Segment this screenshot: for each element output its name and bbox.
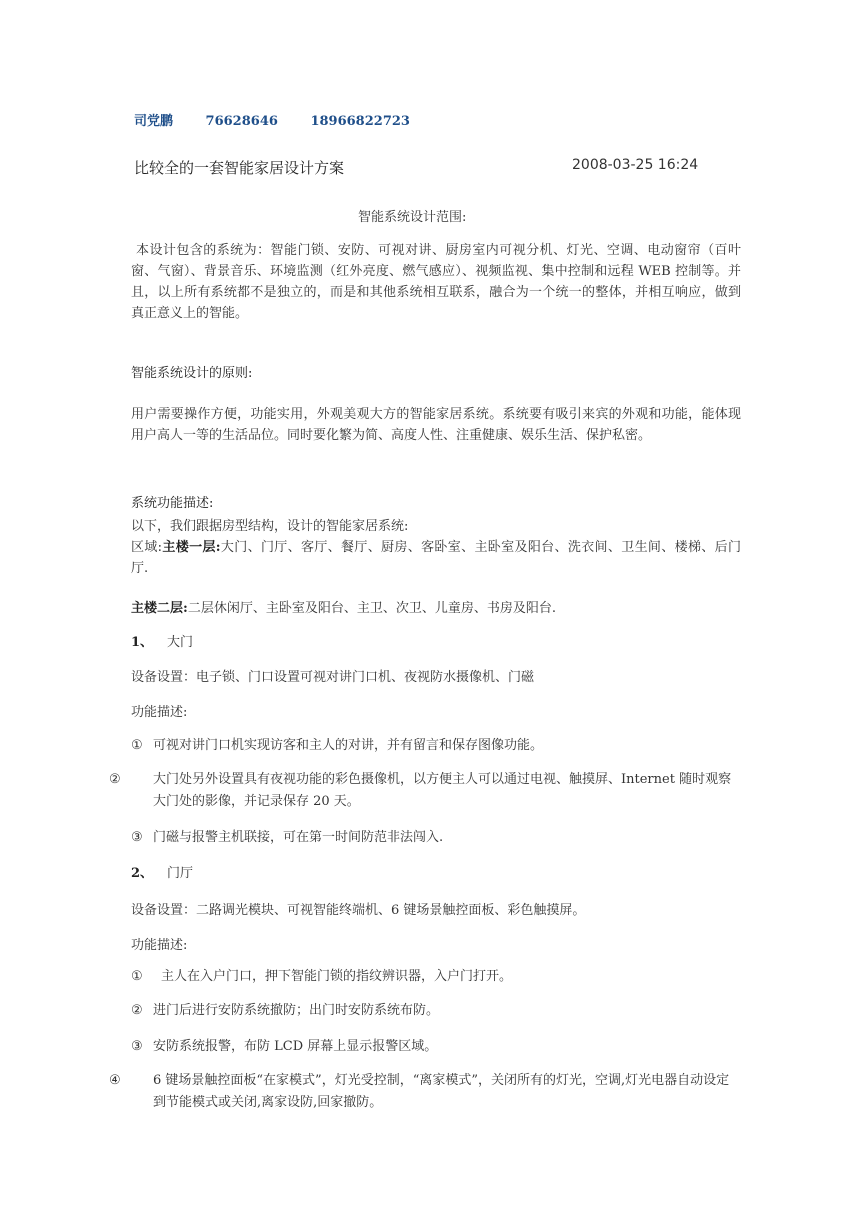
section-1-number: 1、 bbox=[131, 635, 154, 650]
item-mark: ① bbox=[131, 969, 143, 984]
section-1-item-1 bbox=[131, 735, 741, 757]
item-mark: ④ bbox=[109, 1073, 121, 1088]
function-intro: 以下，我们跟据房型结构，设计的智能家居系统: bbox=[131, 519, 409, 534]
section-1-heading bbox=[131, 631, 193, 650]
section-2-device: 设备设置：二路调光模块、可视智能终端机、6 键场景触控面板、彩色触摸屏。 bbox=[131, 903, 586, 918]
section-2-name: 门厅 bbox=[167, 866, 194, 881]
floor2-text: 二层休闲厅、主卧室及阳台、主卫、次卫、儿童房、书房及阳台. bbox=[187, 601, 556, 616]
page-title: 比较全的一套智能家居设计方案 bbox=[134, 159, 345, 177]
item-mark: ② bbox=[109, 772, 121, 787]
section-subtitle: 智能系统设计范围: bbox=[358, 210, 467, 225]
contact-qq: 76628646 bbox=[205, 114, 278, 129]
principle-heading: 智能系统设计的原则: bbox=[131, 366, 253, 381]
section-2-item-4 bbox=[109, 1070, 741, 1114]
section-2-number: 2、 bbox=[131, 866, 154, 881]
principle-paragraph: 用户需要操作方便，功能实用，外观美观大方的智能家居系统。系统要有吸引来宾的外观和功能，能体现用户高人一等的生活品位。同时要化繁为简、高度人性、注重健康、娱乐生活、保护私密。 bbox=[131, 407, 741, 443]
section-1-item-2 bbox=[109, 769, 741, 813]
section-2-heading bbox=[131, 862, 193, 881]
section-2-item-3 bbox=[131, 1036, 741, 1058]
section-1-name: 大门 bbox=[167, 635, 194, 650]
item-mark: ③ bbox=[131, 1039, 143, 1054]
item-text: 主人在入户门口，押下智能门锁的指纹辨识器，入户门打开。 bbox=[161, 969, 513, 984]
floor1-label: 主楼一层: bbox=[162, 540, 221, 555]
floor1-paragraph bbox=[131, 537, 741, 579]
section-2-func-label: 功能描述: bbox=[131, 938, 188, 953]
section-2-item-2 bbox=[131, 1000, 741, 1022]
floor1-text: 大门、门厅、客厅、餐厅、厨房、客卧室、主卧室及阳台、洗衣间、卫生间、楼梯、后门厅. bbox=[131, 540, 741, 576]
scope-paragraph: 本设计包含的系统为：智能门锁、安防、可视对讲、厨房室内可视分机、灯光、空调、电动窗帘（百叶窗、气窗）、背景音乐、环境监测（红外亮度、燃气感应）、视频监视、集中控制和远程 WEB 控制等。并且，以上所有系统都不是独立的，而是和其他系统相互联系，融合为一个统一的整体，并相互响应，做到真正意义上的智能。 bbox=[131, 243, 741, 321]
contact-phone: 18966822723 bbox=[310, 114, 410, 129]
contact-name: 司党鹏 bbox=[134, 114, 174, 129]
post-datetime: 2008-03-25 16:24 bbox=[572, 157, 699, 173]
item-mark: ② bbox=[131, 1003, 143, 1018]
item-text: 安防系统报警，布防 LCD 屏幕上显示报警区域。 bbox=[153, 1039, 438, 1054]
floor2-label: 主楼二层: bbox=[131, 601, 188, 616]
item-text: 6 键场景触控面板“在家模式”，灯光受控制，“离家模式”，关闭所有的灯光，空调,灯光电器自动设定到节能模式或关闭,离家设防,回家撤防。 bbox=[153, 1073, 730, 1110]
item-mark: ① bbox=[131, 738, 143, 753]
function-heading: 系统功能描述: bbox=[131, 496, 214, 511]
section-1-func-label: 功能描述: bbox=[131, 705, 188, 720]
area-label: 区域: bbox=[131, 540, 163, 555]
section-2-item-1 bbox=[131, 966, 741, 988]
item-text: 大门处另外设置具有夜视功能的彩色摄像机，以方便主人可以通过电视、触摸屏、Internet 随时观察大门处的影像，并记录保存 20 天。 bbox=[153, 772, 732, 809]
contact-line bbox=[134, 110, 438, 129]
section-1-item-3 bbox=[131, 827, 741, 849]
item-text: 可视对讲门口机实现访客和主人的对讲，并有留言和保存图像功能。 bbox=[153, 738, 544, 753]
item-mark: ③ bbox=[131, 830, 143, 845]
item-text: 进门后进行安防系统撤防；出门时安防系统布防。 bbox=[153, 1003, 440, 1018]
floor2-line bbox=[131, 597, 556, 616]
item-text: 门磁与报警主机联接，可在第一时间防范非法闯入. bbox=[153, 830, 444, 845]
section-1-device: 设备设置：电子锁、门口设置可视对讲门口机、夜视防水摄像机、门磁 bbox=[131, 670, 535, 685]
